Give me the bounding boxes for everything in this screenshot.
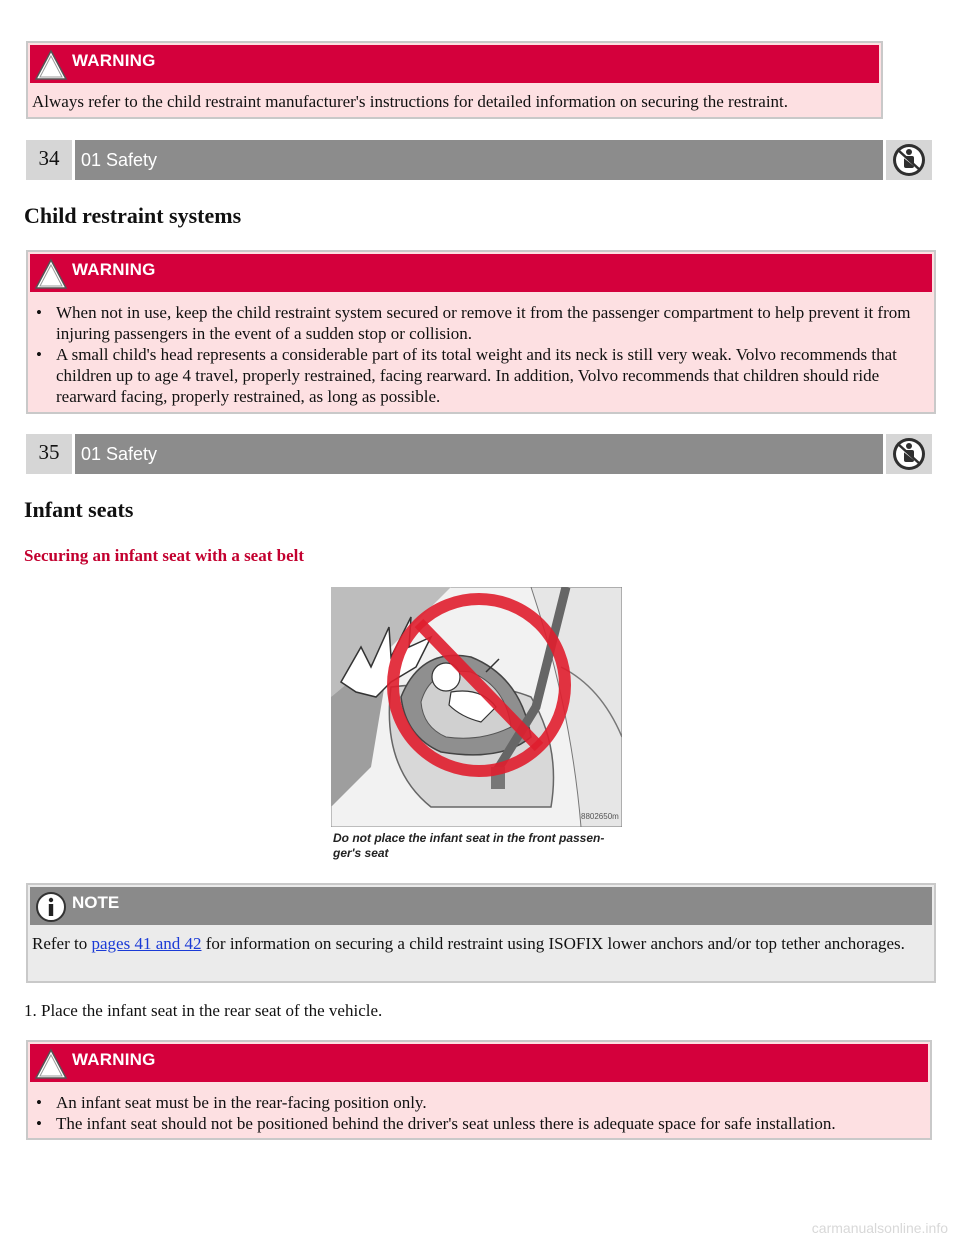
- seatbelt-icon: [886, 140, 932, 180]
- note-header: [30, 887, 932, 925]
- warning-label: WARNING: [72, 260, 156, 279]
- section-bar-34: [26, 140, 932, 180]
- warning-item: • When not in use, keep the child restraint system secured or remove it from the passenger compartment to help prevent it from injuring passengers in the event of a sudden stop or collision.: [32, 302, 930, 344]
- watermark: carmanualsonline.info: [811, 1220, 948, 1236]
- seatbelt-sign-icon-35: [886, 434, 932, 474]
- figure-caption-line-1: Do not place the infant seat in the front passen-: [333, 831, 605, 845]
- warning-label: WARNING: [72, 51, 156, 70]
- step-1: 1. Place the infant seat in the rear seat of the vehicle.: [24, 1001, 383, 1020]
- note-text-before: Refer to: [32, 934, 92, 953]
- warning-triangle-icon: [34, 258, 68, 290]
- warning-item: • The infant seat should not be positioned behind the driver's seat unless there is adequate space for safe installation.: [32, 1113, 926, 1134]
- warning-box-2: [26, 250, 936, 414]
- note-box: [26, 883, 936, 983]
- info-icon: [35, 891, 67, 923]
- warning-list: [32, 302, 930, 407]
- infant-seat-illustration: [331, 587, 622, 861]
- page-number: 35: [26, 434, 72, 474]
- warning-item: • An infant seat must be in the rear-facing position only.: [32, 1092, 926, 1113]
- warning-header: [30, 45, 879, 83]
- warning-label: WARNING: [72, 1050, 156, 1069]
- warning-triangle-icon: [34, 1048, 68, 1080]
- note-text: [32, 933, 928, 954]
- warning-text: Always refer to the child restraint manufacturer's instructions for detailed information on securing the restraint.: [32, 92, 789, 111]
- page-number: 34: [26, 140, 72, 180]
- note-label: NOTE: [72, 893, 120, 912]
- section-title: 01 Safety: [75, 140, 883, 180]
- figure-code: 8802650m: [581, 812, 619, 821]
- note-text-after: for information on securing a child restraint using ISOFIX lower anchors and/or top tether anchorages.: [201, 934, 905, 953]
- warning-triangle-icon: [34, 49, 68, 81]
- figure-caption-line-2: ger's seat: [333, 846, 389, 860]
- warning-box-1: [26, 41, 883, 119]
- heading-child-restraint-systems: Child restraint systems: [24, 203, 242, 228]
- section-title: 01 Safety: [75, 434, 883, 474]
- warning-item: • A small child's head represents a considerable part of its total weight and its neck is still very weak. Volvo recommends that children up to age 4 travel, properly restrained, facing rearward. In addition, Volvo recommends that children should ride rearward facing, properly restrained, as long as possible.: [32, 344, 930, 407]
- seatbelt-icon: [886, 434, 932, 474]
- pages-41-42-link[interactable]: pages 41 and 42: [91, 934, 202, 953]
- infant-seat-prohibited-image: [331, 587, 622, 827]
- warning-list: [32, 1092, 926, 1134]
- warning-header: [30, 254, 932, 292]
- section-bar-35: [26, 434, 932, 474]
- warning-header: [30, 1044, 928, 1082]
- heading-infant-seats: Infant seats: [24, 497, 134, 522]
- figure-caption: [333, 831, 604, 861]
- warning-box-3: [26, 1040, 932, 1140]
- subheading-securing-infant-seat: Securing an infant seat with a seat belt: [24, 546, 305, 565]
- seatbelt-sign-icon-34: [886, 140, 932, 180]
